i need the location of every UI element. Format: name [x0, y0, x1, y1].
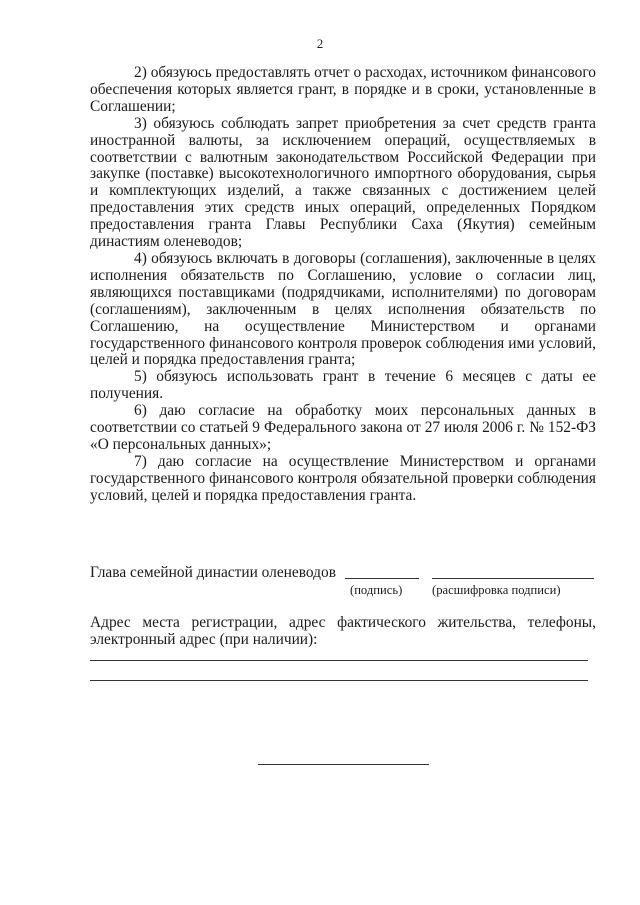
footer-rule [258, 764, 429, 765]
paragraph-6: 6) даю согласие на обработку моих персональных данных в соответствии со статьей 9 Федерального закона от 27 июля 2006 г. № 152-ФЗ «О персональных данных»; [90, 402, 596, 453]
paragraph-3: 3) обязуюсь соблюдать запрет приобретения за счет средств гранта иностранной валюты, за исключением операций, осуществляемых в соответствии с валютным законодательством Российской Федерации при закупке (поставке) высокотехнологичного импортного оборудования, сырья и комплектующих изделий, а также связанных с достижением целей предоставления этих средств иных операций, определенных Порядком предоставления гранта Главы Республики Саха (Якутия) семейным династиям оленеводов; [90, 114, 596, 251]
body-text [90, 65, 596, 505]
signature-label: Глава семейной династии оленеводов [90, 564, 336, 581]
signature-line [345, 578, 419, 579]
address-line-2 [90, 680, 588, 681]
decryption-caption: (расшифровка подписи) [432, 583, 561, 597]
paragraph-7: 7) даю согласие на осуществление Министерством и органами государственного финансового контроля обязательной проверки соблюдения условий, целей и порядка предоставления гранта. [90, 452, 596, 504]
address-label: Адрес места регистрации, адрес фактического жительства, телефоны, электронный адрес (при наличии): [90, 614, 596, 648]
address-line-1 [90, 660, 588, 661]
page-number: 2 [316, 36, 324, 51]
paragraph-4: 4) обязуюсь включать в договоры (соглашения), заключенные в целях исполнения обязательств по Соглашению, условие о согласии лиц, являющихся поставщиками (подрядчиками, исполнителями) по договорам (соглашениям), заключенным в целях исполнения обязательств по Соглашению, на осуществление Министерством и органами государственного финансового контроля проверок соблюдения ими условий, целей и порядка предоставления гранта; [90, 249, 596, 369]
paragraph-2: 2) обязуюсь предоставлять отчет о расходах, источником финансового обеспечения которых является грант, в порядке и в сроки, установленные в Соглашении; [90, 64, 596, 115]
decryption-line [432, 578, 594, 579]
signature-caption: (подпись) [350, 583, 403, 597]
paragraph-5: 5) обязуюсь использовать грант в течение 6 месяцев с даты ее получения. [90, 368, 596, 403]
